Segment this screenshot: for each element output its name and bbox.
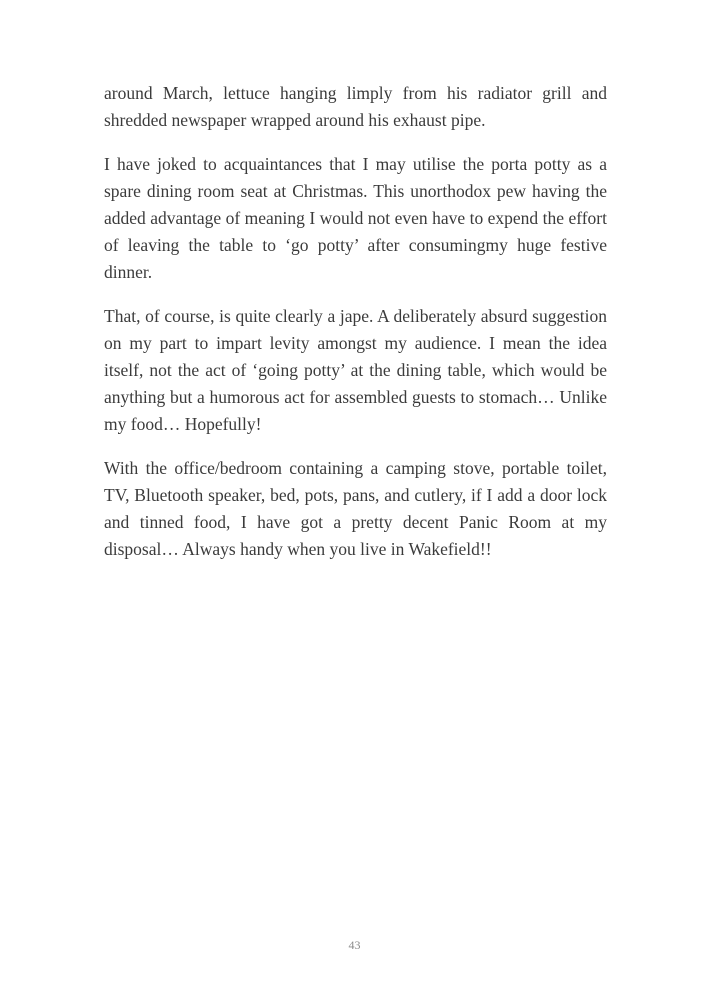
paragraph: I have joked to acquaintances that I may utilise the porta potty as a spare dining room seat at Christmas. This unorthodox pew having the added advantage of meaning I would not even have to expend the effort of leaving the table to ‘go potty’ after consumingmy huge festive dinner. (104, 154, 607, 282)
paragraph: That, of course, is quite clearly a jape. A deliberately absurd suggestion on my part to impart levity amongst my audience. I mean the idea itself, not the act of ‘going potty’ at the dining table, which would be anything but a humorous act for assembled guests to stomach… Unlike my food… Hopefully! (104, 306, 607, 434)
page-number: 43 (348, 938, 361, 952)
paragraph: around March, lettuce hanging limply from his radiator grill and shredded newspaper wrapped around his exhaust pipe. (104, 83, 607, 130)
paragraph: With the office/bedroom containing a camping stove, portable toilet, TV, Bluetooth speaker, bed, pots, pans, and cutlery, if I add a door lock and tinned food, I have got a pretty decent Panic Room at my disposal… Always handy when you live in Wakefield!! (104, 458, 607, 559)
body-text (104, 80, 607, 580)
